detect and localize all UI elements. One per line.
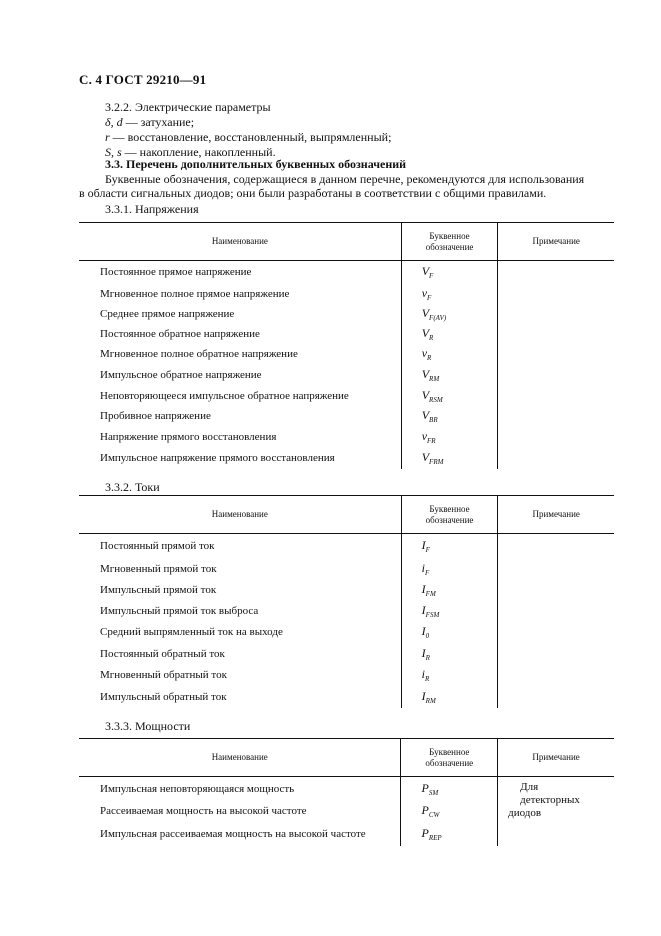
row-symbol (401, 601, 498, 622)
row-symbol (401, 580, 498, 601)
symbol-base: I (421, 624, 426, 638)
symbol-base: I (421, 582, 426, 596)
row-note (498, 365, 614, 386)
row-name: Пробивное напряжение (100, 410, 211, 422)
row-symbol (401, 261, 498, 284)
row-note (498, 580, 614, 601)
symbol-base: I (421, 688, 426, 703)
row-name: Импульсный прямой ток (100, 584, 217, 596)
row-symbol (401, 559, 498, 580)
column-header-symbol (401, 223, 498, 261)
row-name: Импульсное напряжение прямого восстановления (100, 451, 335, 464)
section-body-line-2: в области сигнальных диодов; они были разработаны в соответствии с общими правилами. (79, 186, 547, 200)
column-header-symbol-line-1: Буквенное (429, 230, 470, 241)
row-note (498, 665, 614, 686)
symbol-subscript: F (427, 293, 432, 302)
row-symbol (401, 686, 498, 708)
symbol-subscript: CW (428, 811, 440, 819)
table-row (79, 447, 614, 469)
table-row (79, 686, 614, 708)
symbol: r (105, 130, 110, 144)
row-note (498, 777, 614, 822)
subsection-voltages-title: 3.3.1. Напряжения (105, 202, 199, 216)
table-row (79, 344, 614, 365)
symbol-subscript: RM (429, 375, 440, 383)
table-header-row (79, 223, 614, 261)
column-header-symbol-line-2: обозначение (425, 514, 474, 525)
row-note (498, 324, 614, 344)
row-symbol (401, 427, 498, 447)
table-row (79, 304, 614, 324)
row-name: Импульсная рассеиваемая мощность на высокой частоте (100, 827, 366, 840)
row-symbol (401, 365, 498, 386)
column-header-symbol-line-1: Буквенное (429, 746, 470, 757)
symbol-subscript: FSM (425, 611, 440, 619)
row-note (498, 447, 614, 469)
symbol-subscript: 0 (425, 632, 430, 640)
symbol-subscript: BR (429, 416, 438, 424)
row-symbol (401, 447, 498, 469)
row-note (498, 427, 614, 447)
table-row (79, 777, 614, 801)
symbol-base: i (421, 561, 426, 575)
column-header-note: Примечание (498, 223, 614, 261)
symbol-base: V (421, 264, 430, 279)
symbol-base: V (421, 325, 430, 340)
column-header-symbol-line-2: обозначение (425, 241, 474, 252)
row-name: Мгновенное полное прямое напряжение (100, 287, 290, 300)
symbol-subscript: F (425, 569, 430, 577)
row-symbol (401, 386, 498, 406)
table-header-row (79, 496, 614, 534)
currents-table (79, 495, 614, 708)
section-heading: 3.3. Перечень дополнительных буквенных обозначений (105, 157, 407, 171)
symbol-base: V (421, 449, 430, 464)
row-note (498, 559, 614, 580)
column-header-name: Наименование (79, 739, 401, 777)
row-name: Импульсная неповторяющаяся мощность (100, 782, 295, 795)
section-body-line-1: Буквенные обозначения, содержащиеся в данном перечне, рекомендуются для использования (105, 172, 585, 186)
row-symbol (401, 822, 498, 846)
row-note (498, 406, 614, 427)
row-symbol (401, 344, 498, 365)
table-row (79, 284, 614, 304)
symbol-base: v (421, 285, 428, 300)
row-note (498, 344, 614, 365)
symbol-subscript: FM (425, 590, 436, 598)
row-name: Постоянное прямое напряжение (100, 266, 252, 279)
column-header-symbol-line-1: Буквенное (429, 503, 470, 514)
row-note (498, 822, 614, 846)
symbol-base: v (421, 346, 428, 360)
row-symbol (401, 801, 498, 822)
row-name: Импульсный прямой ток выброса (100, 605, 259, 617)
symbol-base: P (421, 780, 429, 795)
table-row (79, 261, 614, 284)
table-row (79, 665, 614, 686)
row-note (498, 261, 614, 284)
symbol-base: V (421, 305, 430, 320)
column-header-name: Наименование (79, 496, 401, 534)
definition-text: — затухание; (122, 115, 195, 129)
column-header-name: Наименование (79, 223, 401, 261)
row-symbol (401, 643, 498, 665)
row-symbol (401, 665, 498, 686)
symbol: δ, d (105, 115, 123, 129)
table-header-row (79, 739, 614, 777)
table-row (79, 534, 614, 559)
voltages-table (79, 222, 614, 469)
table-row (79, 601, 614, 622)
symbol: S, s (105, 145, 122, 159)
row-note (498, 534, 614, 559)
row-name: Мгновенное полное обратное напряжение (100, 348, 298, 360)
table-row (79, 324, 614, 344)
row-note (498, 386, 614, 406)
row-symbol (401, 324, 498, 344)
definition-text: — накопление, накопленный. (121, 145, 276, 159)
symbol-subscript: FR (427, 436, 436, 445)
row-name: Импульсный обратный ток (100, 690, 227, 703)
note-line-1: Для детекторных (520, 780, 580, 806)
symbol-subscript: R (427, 354, 432, 362)
symbol-subscript: R (425, 675, 430, 683)
symbol-base: V (421, 408, 430, 422)
definition-text: — восстановление, восстановленный, выпрямленный; (109, 130, 392, 144)
symbol-subscript: RSM (429, 395, 443, 404)
column-header-symbol (401, 496, 498, 534)
symbol-base: i (421, 667, 426, 681)
row-symbol (401, 406, 498, 427)
note-line-2: диодов (508, 806, 542, 819)
row-symbol (401, 622, 498, 643)
symbol-base: V (421, 387, 430, 402)
symbol-base: I (421, 645, 426, 660)
table-row (79, 427, 614, 447)
symbol-base: v (421, 428, 428, 443)
column-header-note: Примечание (498, 739, 614, 777)
symbol-subscript: RM (425, 696, 436, 705)
row-note (498, 622, 614, 643)
table-row (79, 622, 614, 643)
row-note (498, 304, 614, 324)
symbol-subscript: F (429, 272, 434, 281)
row-note (498, 686, 614, 708)
subsection-powers-title: 3.3.3. Мощности (105, 719, 191, 733)
table-row (79, 643, 614, 665)
symbol-base: P (421, 825, 429, 840)
symbol-subscript: REP (428, 833, 442, 842)
symbol-subscript: SM (428, 788, 439, 797)
subsection-electrical-params: 3.2.2. Электрические параметры (105, 100, 271, 114)
subsection-currents-title: 3.3.2. Токи (105, 480, 160, 494)
column-header-note: Примечание (498, 496, 614, 534)
symbol-subscript: F(AV) (429, 313, 447, 322)
row-name: Постоянное обратное напряжение (100, 327, 260, 340)
table-row (79, 559, 614, 580)
column-header-symbol-line-2: обозначение (425, 757, 474, 768)
symbol-base: P (421, 803, 429, 817)
table-row (79, 406, 614, 427)
row-symbol (401, 284, 498, 304)
row-name: Рассеиваемая мощность на высокой частоте (100, 805, 307, 817)
row-note (498, 284, 614, 304)
row-name: Напряжение прямого восстановления (100, 430, 277, 443)
symbol-base: I (421, 538, 426, 553)
table-row (79, 580, 614, 601)
column-header-symbol (401, 739, 498, 777)
powers-table (79, 738, 614, 846)
row-name: Среднее прямое напряжение (100, 307, 235, 320)
row-name: Постоянный обратный ток (100, 647, 225, 660)
symbol-base: V (421, 367, 430, 381)
row-name: Мгновенный обратный ток (100, 669, 227, 681)
row-note (498, 601, 614, 622)
symbol-base: I (421, 603, 426, 617)
definition-recovery (105, 130, 391, 144)
row-symbol (401, 304, 498, 324)
page-header: С. 4 ГОСТ 29210—91 (79, 72, 207, 87)
row-name: Постоянный прямой ток (100, 540, 215, 553)
symbol-subscript: R (429, 333, 434, 342)
row-name: Средний выпрямленный ток на выходе (100, 626, 283, 638)
symbol-subscript: FRM (429, 457, 444, 466)
row-name: Мгновенный прямой ток (100, 563, 217, 575)
row-name: Импульсное обратное напряжение (100, 369, 262, 381)
definition-attenuation (105, 115, 194, 129)
symbol-subscript: R (425, 653, 430, 662)
table-row (79, 386, 614, 406)
row-note (498, 643, 614, 665)
table-row (79, 365, 614, 386)
table-row (79, 822, 614, 846)
row-name: Неповторяющееся импульсное обратное напряжение (100, 389, 349, 402)
symbol-subscript: F (425, 546, 430, 555)
row-symbol (401, 534, 498, 559)
row-symbol (401, 777, 498, 801)
